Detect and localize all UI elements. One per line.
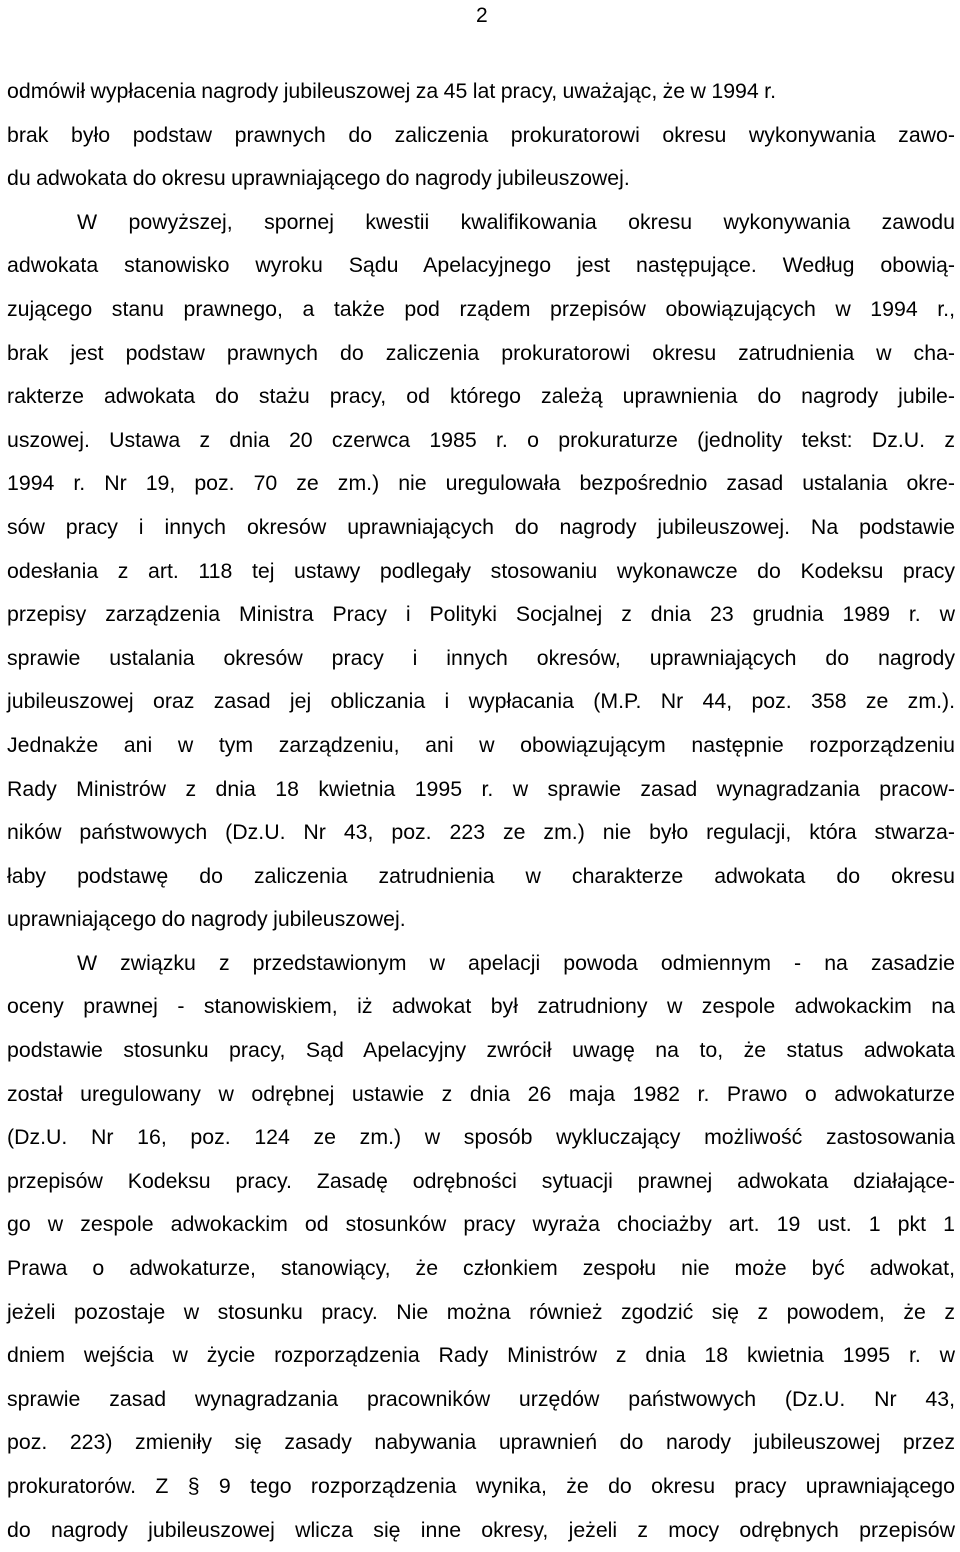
text-line: du adwokata do okresu uprawniającego do nagrody jubileuszowej. xyxy=(7,166,630,191)
text-line: Jednakże ani w tym zarządzeniu, ani w obowiązującym następnie rozporządzeniu xyxy=(7,732,955,757)
text-line: podstawie stosunku pracy, Sąd Apelacyjny zwrócił uwagę na to, że status adwokata xyxy=(7,1038,955,1063)
text-line: 1994 r. Nr 19, poz. 70 ze zm.) nie uregulowała bezpośrednio zasad ustalania okre- xyxy=(7,471,955,496)
text-line: do nagrody jubileuszowej wlicza się inne okresy, jeżeli z mocy odrębnych przepisów xyxy=(7,1517,955,1542)
text-line: dniem wejścia w życie rozporządzenia Rady Ministrów z dnia 18 kwietnia 1995 r. w xyxy=(7,1343,955,1368)
text-line: oceny prawnej - stanowiskiem, iż adwokat był zatrudniony w zespole adwokackim na xyxy=(7,994,955,1019)
text-line: W związku z przedstawionym w apelacji powoda odmiennym - na zasadzie xyxy=(77,950,955,975)
text-line: rakterze adwokata do stażu pracy, od którego zależą uprawnienia do nagrody jubile- xyxy=(7,384,955,409)
text-line: Rady Ministrów z dnia 18 kwietnia 1995 r. w sprawie zasad wynagradzania pracow- xyxy=(7,776,955,801)
text-line: sprawie ustalania okresów pracy i innych okresów, uprawniających do nagrody xyxy=(7,645,955,670)
text-line: (Dz.U. Nr 16, poz. 124 ze zm.) w sposób wykluczający możliwość zastosowania xyxy=(7,1125,955,1150)
text-line: uszowej. Ustawa z dnia 20 czerwca 1985 r. o prokuraturze (jednolity tekst: Dz.U. z xyxy=(7,427,955,452)
text-line: został uregulowany w odrębnej ustawie z dnia 26 maja 1982 r. Prawo o adwokaturze xyxy=(7,1081,955,1106)
text-line: odesłania z art. 118 tej ustawy podlegały stosowaniu wykonawcze do Kodeksu pracy xyxy=(7,558,955,583)
text-line: sów pracy i innych okresów uprawniających do nagrody jubileuszowej. Na podstawie xyxy=(7,514,955,539)
text-line: uprawniającego do nagrody jubileuszowej. xyxy=(7,907,406,932)
text-line: przepisy zarządzenia Ministra Pracy i Polityki Socjalnej z dnia 23 grudnia 1989 r. w xyxy=(7,602,955,627)
text-line: brak było podstaw prawnych do zaliczenia prokuratorowi okresu wykonywania zawo- xyxy=(7,122,955,147)
text-line: sprawie zasad wynagradzania pracowników urzędów państwowych (Dz.U. Nr 43, xyxy=(7,1386,955,1411)
text-line: go w zespole adwokackim od stosunków pracy wyraża chociażby art. 19 ust. 1 pkt 1 xyxy=(7,1212,955,1237)
text-line: przepisów Kodeksu pracy. Zasadę odrębności sytuacji prawnej adwokata działające- xyxy=(7,1168,955,1193)
text-line: Prawa o adwokaturze, stanowiący, że członkiem zespołu nie może być adwokat, xyxy=(7,1256,955,1281)
page-number: 2 xyxy=(476,4,488,27)
text-line: odmówił wypłacenia nagrody jubileuszowej za 45 lat pracy, uważając, że w 1994 r. xyxy=(7,79,776,103)
text-line: prokuratorów. Z § 9 tego rozporządzenia wynika, że do okresu pracy uprawniającego xyxy=(7,1474,955,1498)
text-line: W powyższej, spornej kwestii kwalifikowania okresu wykonywania zawodu xyxy=(77,209,955,234)
text-line: ników państwowych (Dz.U. Nr 43, poz. 223 ze zm.) nie było regulacji, która stwarza- xyxy=(7,820,955,845)
text-line: brak jest podstaw prawnych do zaliczenia prokuratorowi okresu zatrudnienia w cha- xyxy=(7,340,955,365)
text-line: jeżeli pozostaje w stosunku pracy. Nie można również zgodzić się z powodem, że z xyxy=(7,1299,955,1324)
text-line: zującego stanu prawnego, a także pod rządem przepisów obowiązujących w 1994 r., xyxy=(7,296,955,321)
text-line: adwokata stanowisko wyroku Sądu Apelacyjnego jest następujące. Według obowią- xyxy=(7,253,955,278)
document-body xyxy=(7,70,955,1552)
text-line: łaby podstawę do zaliczenia zatrudnienia w charakterze adwokata do okresu xyxy=(7,863,955,888)
text-line: jubileuszowej oraz zasad jej obliczania i wypłacania (M.P. Nr 44, poz. 358 ze zm.). xyxy=(7,689,955,714)
text-line: poz. 223) zmieniły się zasady nabywania uprawnień do narody jubileuszowej przez xyxy=(7,1430,955,1455)
